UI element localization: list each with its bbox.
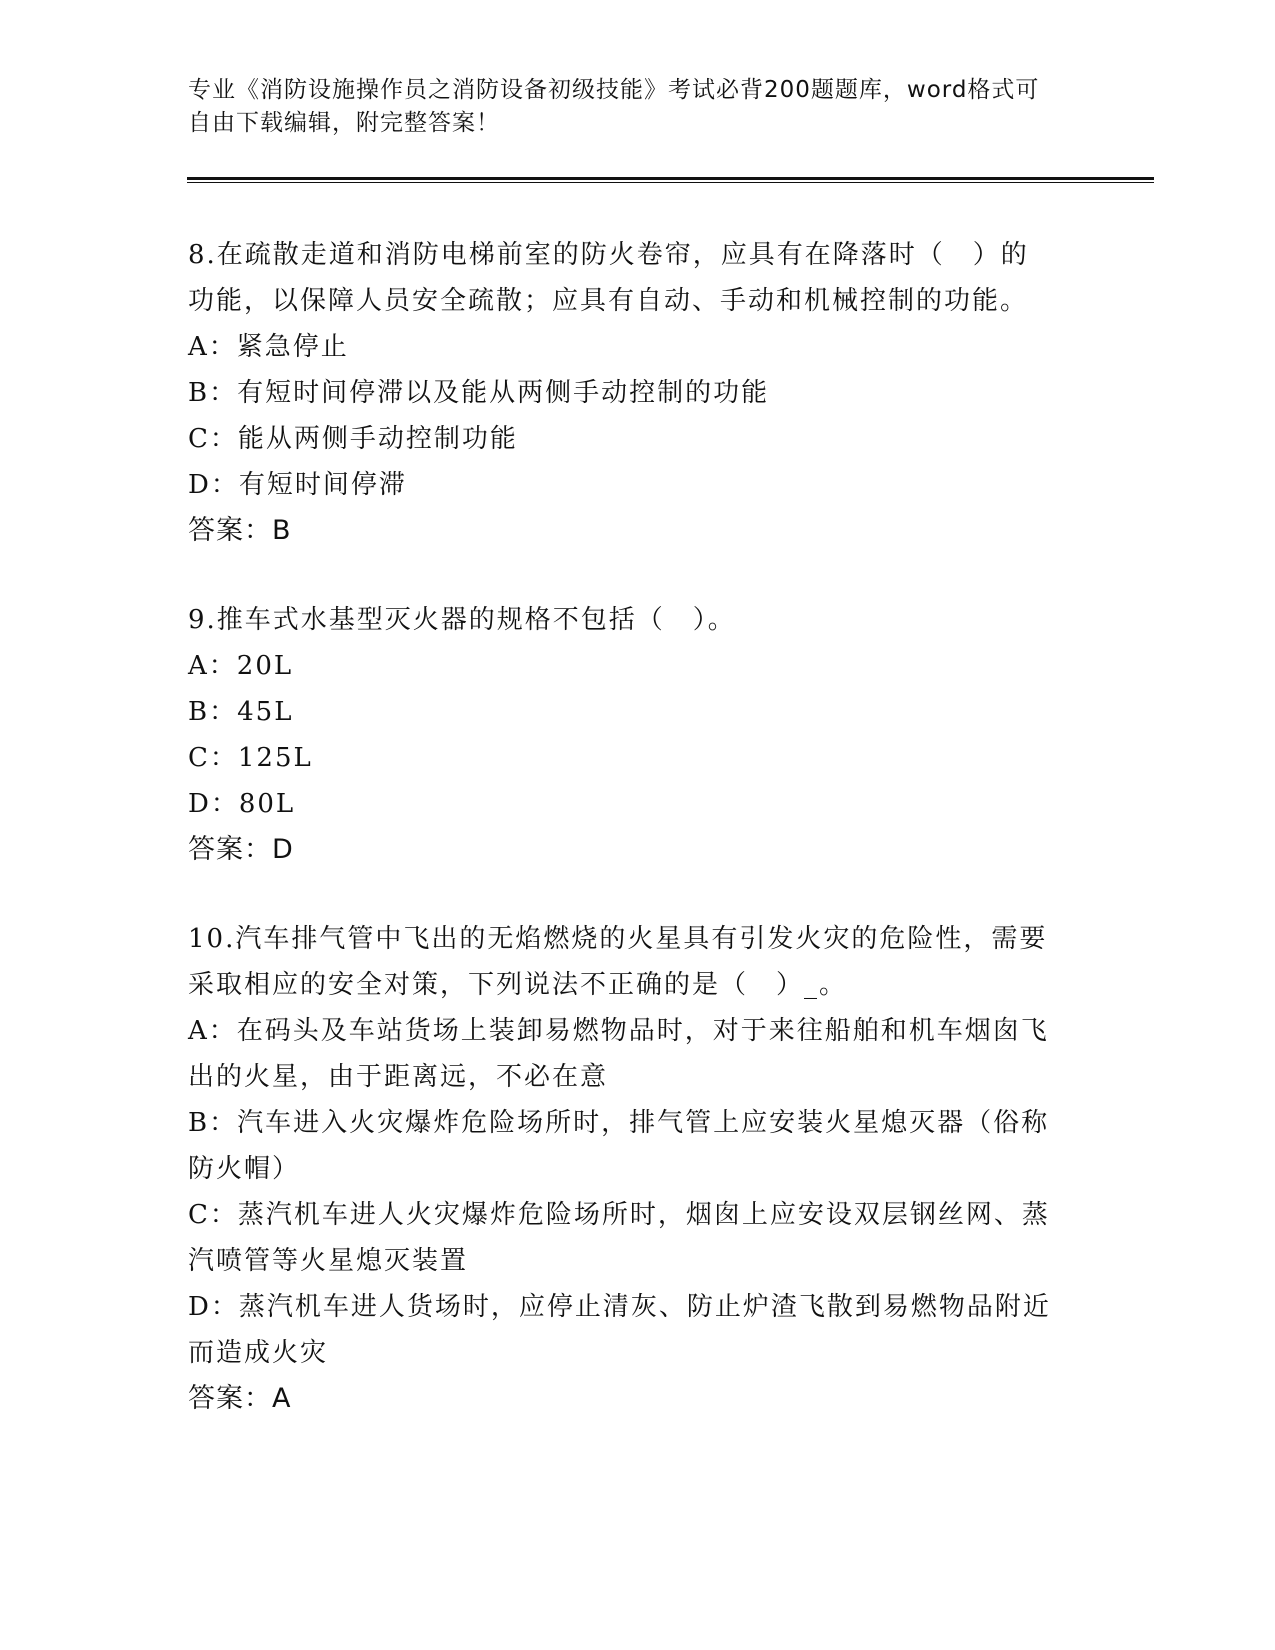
question-9-option-d: D：80L — [188, 789, 296, 819]
question-9 — [188, 597, 1068, 873]
question-9-answer: 答案：D — [188, 834, 294, 865]
question-10-option-a-line-1: A：在码头及车站货场上装卸易燃物品时，对于来往船舶和机车烟囱飞 — [188, 1016, 1049, 1046]
question-8-option-c: C：能从两侧手动控制功能 — [188, 424, 518, 454]
question-10-option-d-line-2: 而造成火灾 — [188, 1338, 329, 1368]
question-9-stem-line-1: 9.推车式水基型灭火器的规格不包括（ ）。 — [188, 605, 736, 635]
header-line-2: 自由下载编辑，附完整答案！ — [188, 110, 500, 136]
question-8-option-b: B：有短时间停滞以及能从两侧手动控制的功能 — [188, 378, 770, 408]
question-8-stem-line-1: 8.在疏散走道和消防电梯前室的防火卷帘，应具有在降落时（ ）的 — [188, 240, 1029, 270]
question-10-option-a-line-2: 出的火星，由于距离远，不必在意 — [188, 1062, 609, 1092]
question-10-stem-line-2: 采取相应的安全对策，下列说法不正确的是（ ）_。 — [188, 970, 848, 1000]
question-9-option-a: A：20L — [188, 651, 294, 681]
question-9-option-c: C：125L — [188, 743, 313, 773]
question-10-answer: 答案：A — [188, 1383, 292, 1414]
question-8 — [188, 232, 1068, 554]
question-9-option-b: B：45L — [188, 697, 294, 727]
question-10-option-b-line-2: 防火帽） — [188, 1154, 301, 1184]
header-divider-thin — [187, 182, 1154, 183]
question-8-option-d: D：有短时间停滞 — [188, 470, 407, 500]
header-line-1: 专业《消防设施操作员之消防设备初级技能》考试必背200题题库，word格式可 — [188, 77, 1040, 103]
header-divider — [187, 177, 1154, 183]
document-header — [188, 74, 1068, 140]
question-8-stem-line-2: 功能，以保障人员安全疏散；应具有自动、手动和机械控制的功能。 — [188, 286, 1029, 316]
question-10-option-d-line-1: D：蒸汽机车进人货场时，应停止清灰、防止炉渣飞散到易燃物品附近 — [188, 1292, 1051, 1322]
question-10 — [188, 916, 1068, 1422]
question-10-option-c-line-2: 汽喷管等火星熄灭装置 — [188, 1246, 469, 1276]
question-8-answer: 答案：B — [188, 515, 292, 546]
question-10-option-b-line-1: B：汽车进入火灾爆炸危险场所时，排气管上应安装火星熄灭器（俗称 — [188, 1108, 1050, 1138]
question-10-stem-line-1: 10.汽车排气管中飞出的无焰燃烧的火星具有引发火灾的危险性，需要 — [188, 924, 1048, 954]
header-divider-thick — [187, 177, 1154, 180]
question-8-option-a: A：紧急停止 — [188, 332, 349, 362]
question-10-option-c-line-1: C：蒸汽机车进人火灾爆炸危险场所时，烟囱上应安设双层钢丝网、蒸 — [188, 1200, 1050, 1230]
